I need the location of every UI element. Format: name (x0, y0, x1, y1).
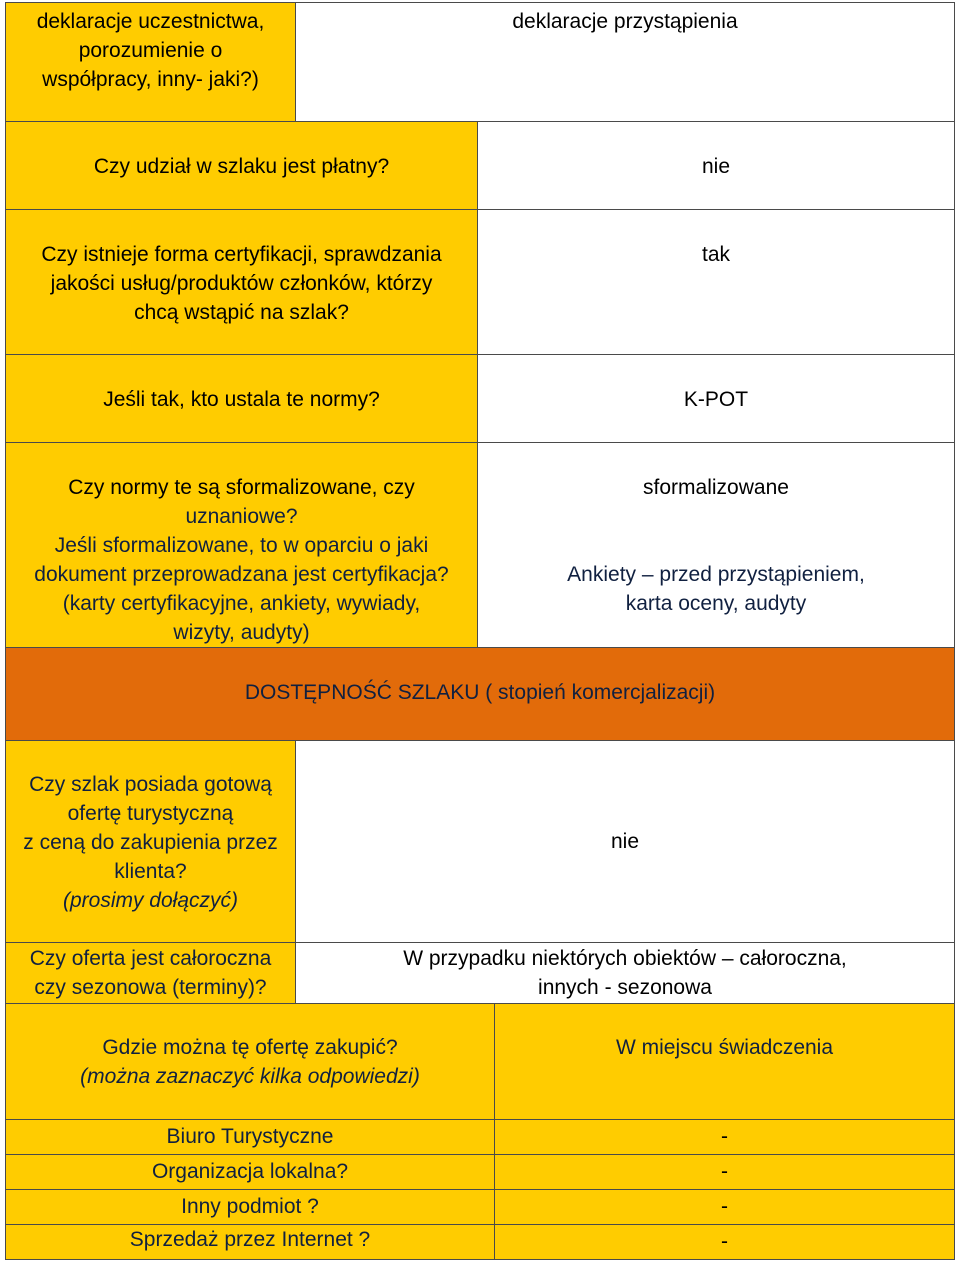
norms-formal-answer-docs-line: Ankiety – przed przystąpieniem, (567, 563, 865, 586)
certification-answer: tak (701, 243, 730, 266)
season-answer-cell (295, 942, 955, 1004)
norms-setter-question: Jeśli tak, kto ustala te normy? (103, 388, 380, 411)
channel-value: - (721, 1230, 728, 1253)
norms-formal-answer-cell (477, 442, 955, 648)
where-question: Gdzie można tę ofertę zakupić? (102, 1036, 398, 1059)
certification-question-cell (5, 209, 478, 355)
season-answer-line: innych - sezonowa (538, 976, 712, 999)
norms-setter-question-cell (5, 354, 478, 443)
declarations-answer: deklaracje przystąpienia (512, 10, 738, 33)
paid-question: Czy udział w szlaku jest płatny? (93, 155, 390, 178)
where-answer-cell (494, 1003, 955, 1120)
channel-label-cell (5, 1154, 495, 1190)
norms-formal-question-cell (5, 442, 478, 648)
section-header-title: DOSTĘPNOŚĆ SZLAKU ( stopień komercjalizacji) (244, 681, 716, 704)
norms-formal-answer-status: sformalizowane (643, 476, 789, 499)
channel-value-cell (494, 1154, 955, 1190)
offer-question-cell (5, 740, 296, 943)
offer-question-line: klienta? (114, 860, 187, 883)
declarations-question-line: współpracy, inny- jaki?) (42, 68, 259, 91)
certification-answer-cell (477, 209, 955, 355)
channel-label: Inny podmiot ? (181, 1195, 319, 1218)
channel-label-cell (5, 1119, 495, 1155)
offer-question-line: ofertę turystyczną (67, 802, 234, 825)
norms-formal-question-line: Czy normy te są sformalizowane, czy (68, 476, 415, 499)
offer-question-note: (prosimy dołączyć) (62, 889, 239, 912)
norms-setter-answer: K-POT (683, 388, 749, 411)
paid-answer: nie (701, 155, 731, 178)
channel-label: Organizacja lokalna? (151, 1160, 349, 1183)
certification-question-line: chcą wstąpić na szlak? (134, 301, 349, 324)
season-question-cell (5, 942, 296, 1004)
certification-question-line: Czy istnieje forma certyfikacji, sprawdzania (41, 243, 442, 266)
channel-value: - (721, 1160, 728, 1183)
paid-question-cell (5, 121, 478, 210)
norms-formal-question-line: wizyty, audyty) (173, 621, 310, 644)
channel-value-cell (494, 1189, 955, 1225)
norms-setter-answer-cell (477, 354, 955, 443)
channel-value: - (721, 1125, 728, 1148)
season-question-line: Czy oferta jest całoroczna (29, 947, 272, 970)
channel-label-cell (5, 1224, 495, 1260)
offer-question-line: z ceną do zakupienia przez (23, 831, 278, 854)
channel-value-cell (494, 1119, 955, 1155)
section-header (5, 647, 955, 741)
channel-value: - (721, 1195, 728, 1218)
certification-question-line: jakości usług/produktów członków, którzy (50, 272, 433, 295)
channel-value-cell (494, 1224, 955, 1260)
where-question-cell (5, 1003, 495, 1120)
norms-formal-question-line: (karty certyfikacyjne, ankiety, wywiady, (62, 592, 421, 615)
norms-formal-question-line: dokument przeprowadzana jest certyfikacja? (34, 563, 449, 586)
channel-label: Sprzedaż przez Internet ? (129, 1228, 371, 1251)
declarations-answer-cell (295, 2, 955, 122)
offer-answer: nie (610, 830, 640, 853)
where-question-note: (można zaznaczyć kilka odpowiedzi) (80, 1065, 420, 1088)
declarations-question-line: porozumienie o (78, 39, 223, 62)
paid-answer-cell (477, 121, 955, 210)
season-answer-line: W przypadku niektórych obiektów – całoroczna, (403, 947, 847, 970)
where-answer: W miejscu świadczenia (615, 1036, 834, 1059)
channel-label-cell (5, 1189, 495, 1225)
norms-formal-answer-docs-line: karta oceny, audyty (625, 592, 807, 615)
season-question-line: czy sezonowa (terminy)? (34, 976, 267, 999)
offer-answer-cell (295, 740, 955, 943)
norms-formal-question-line: Jeśli sformalizowane, to w oparciu o jaki (54, 534, 429, 557)
declarations-question-line: deklaracje uczestnictwa, (36, 10, 265, 33)
declarations-question-cell (5, 2, 296, 122)
channel-label: Biuro Turystyczne (166, 1125, 334, 1148)
norms-formal-question-line: uznaniowe? (185, 505, 298, 528)
offer-question-line: Czy szlak posiada gotową (29, 773, 272, 796)
